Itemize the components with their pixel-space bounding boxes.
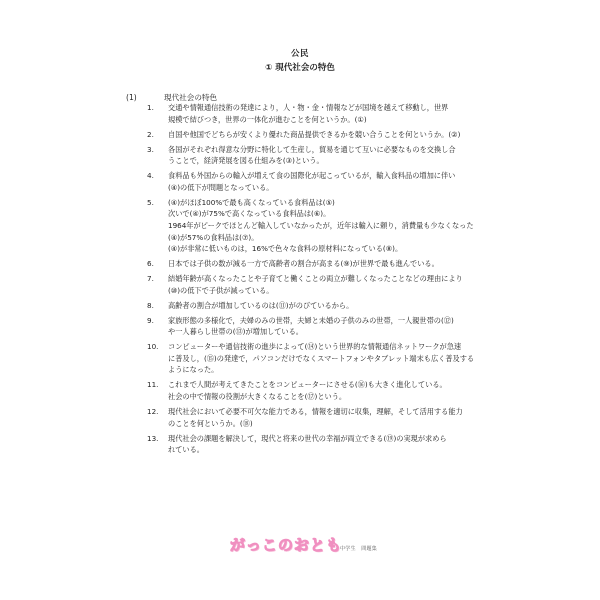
question-text: 交通や情報通信技術の発達により，人・物・金・情報などが国境を越えて移動し，世界 規模で結びつき，世界の一体化が進むことを何というか。(①) bbox=[168, 103, 449, 124]
question-text: 家族形態の多様化で，夫婦のみの世帯，夫婦と未婚の子供のみの世帯，一人親世帯の(⑫) や一人暮らし世帯の(⑬)が増加している。 bbox=[168, 315, 454, 337]
question-list bbox=[147, 102, 492, 459]
question-number: 4. bbox=[147, 171, 154, 181]
question-number: 7. bbox=[147, 274, 154, 284]
question-number: 1. bbox=[147, 103, 154, 112]
question-text: (④)がほぼ100%で最も高くなっている食料品は(⑤) 次いで(④)が75%で高くなっている食料品は(⑥)。 1964年がピークでほとんど輸入していなかったが，近年は輸入に頼り，消費量も少なくなった (④)が57%の食料品は(⑦)。 (④)が非常に低いものは，16%で色々な食料の原材料になっている(⑧)。 bbox=[168, 197, 474, 254]
question-text: 現代社会の課題を解決して，現代と将来の世代の幸福が両立できる(⑲)の実現が求めら れている。 bbox=[168, 433, 447, 455]
question-text: これまで人間が考えてきたことをコンピューターにさせる(⑯)も大きく進化している。 社会の中で情報の役割が大きくなることを(⑰)という。 bbox=[168, 380, 447, 401]
question-item bbox=[147, 170, 492, 193]
section-number: (1) bbox=[126, 93, 137, 102]
question-number: 6. bbox=[147, 259, 154, 269]
question-text: 日本では子供の数が減る一方で高齢者の割合が高まる(⑨)が世界で最も進んでいる。 bbox=[168, 259, 439, 269]
subject-title: 公民 bbox=[290, 49, 309, 59]
question-item bbox=[147, 258, 492, 270]
question-text: 各国がそれぞれ得意な分野に特化して生産し，貿易を通じて互いに必要なものを交換し合 うことで，経済発展を図る仕組みを(③)という。 bbox=[168, 144, 456, 166]
question-number: 8. bbox=[147, 300, 154, 310]
question-text: 現代社会において必要不可欠な能力である，情報を適切に収集，理解，そして活用する能力 のことを何というか。(⑱) bbox=[168, 406, 463, 428]
question-text: 食料品も外国からの輸入が増えて食の国際化が起こっているが，輸入食料品の増加に伴い (④)の低下が問題となっている。 bbox=[168, 171, 456, 192]
question-text: 自国や他国でどちらが安くより優れた商品提供できるかを競い合うことを何というか。(②) bbox=[168, 129, 461, 139]
question-item bbox=[147, 144, 492, 167]
question-item bbox=[147, 341, 492, 376]
question-item bbox=[147, 273, 492, 296]
section-title: 現代社会の特色 bbox=[164, 93, 218, 102]
question-text: 高齢者の割合が増加しているのは(⑪)がのびているから。 bbox=[168, 300, 354, 310]
question-item bbox=[147, 433, 492, 456]
chapter-title: ① 現代社会の特色 bbox=[265, 63, 335, 73]
question-item bbox=[147, 406, 492, 429]
question-number: 11. bbox=[147, 380, 159, 390]
question-item bbox=[147, 300, 492, 312]
question-item bbox=[147, 102, 492, 125]
question-number: 5. bbox=[147, 197, 154, 207]
question-item bbox=[147, 129, 492, 141]
question-item bbox=[147, 379, 492, 402]
question-number: 2. bbox=[147, 129, 154, 139]
footer-note: 中学生 問題集 bbox=[340, 546, 378, 552]
question-number: 12. bbox=[147, 406, 159, 416]
brand-logo: がっこのおとも bbox=[230, 536, 343, 554]
question-item bbox=[147, 197, 492, 255]
question-text: 結婚年齢が高くなったことや子育てと働くことの両立が難しくなったことなどの理由により (⑩)の低下で子供が減っている。 bbox=[168, 274, 463, 295]
question-item bbox=[147, 315, 492, 338]
question-text: コンピューターや通信技術の進歩によって(⑭)という世界的な情報通信ネットワークが急速 に普及し，(⑮)の発達で，パソコンだけでなくスマートフォンやタブレット端末も広く普及する ようになった。 bbox=[168, 342, 475, 375]
question-number: 10. bbox=[147, 342, 159, 352]
question-number: 3. bbox=[147, 144, 154, 154]
question-number: 9. bbox=[147, 315, 154, 325]
question-number: 13. bbox=[147, 433, 159, 443]
